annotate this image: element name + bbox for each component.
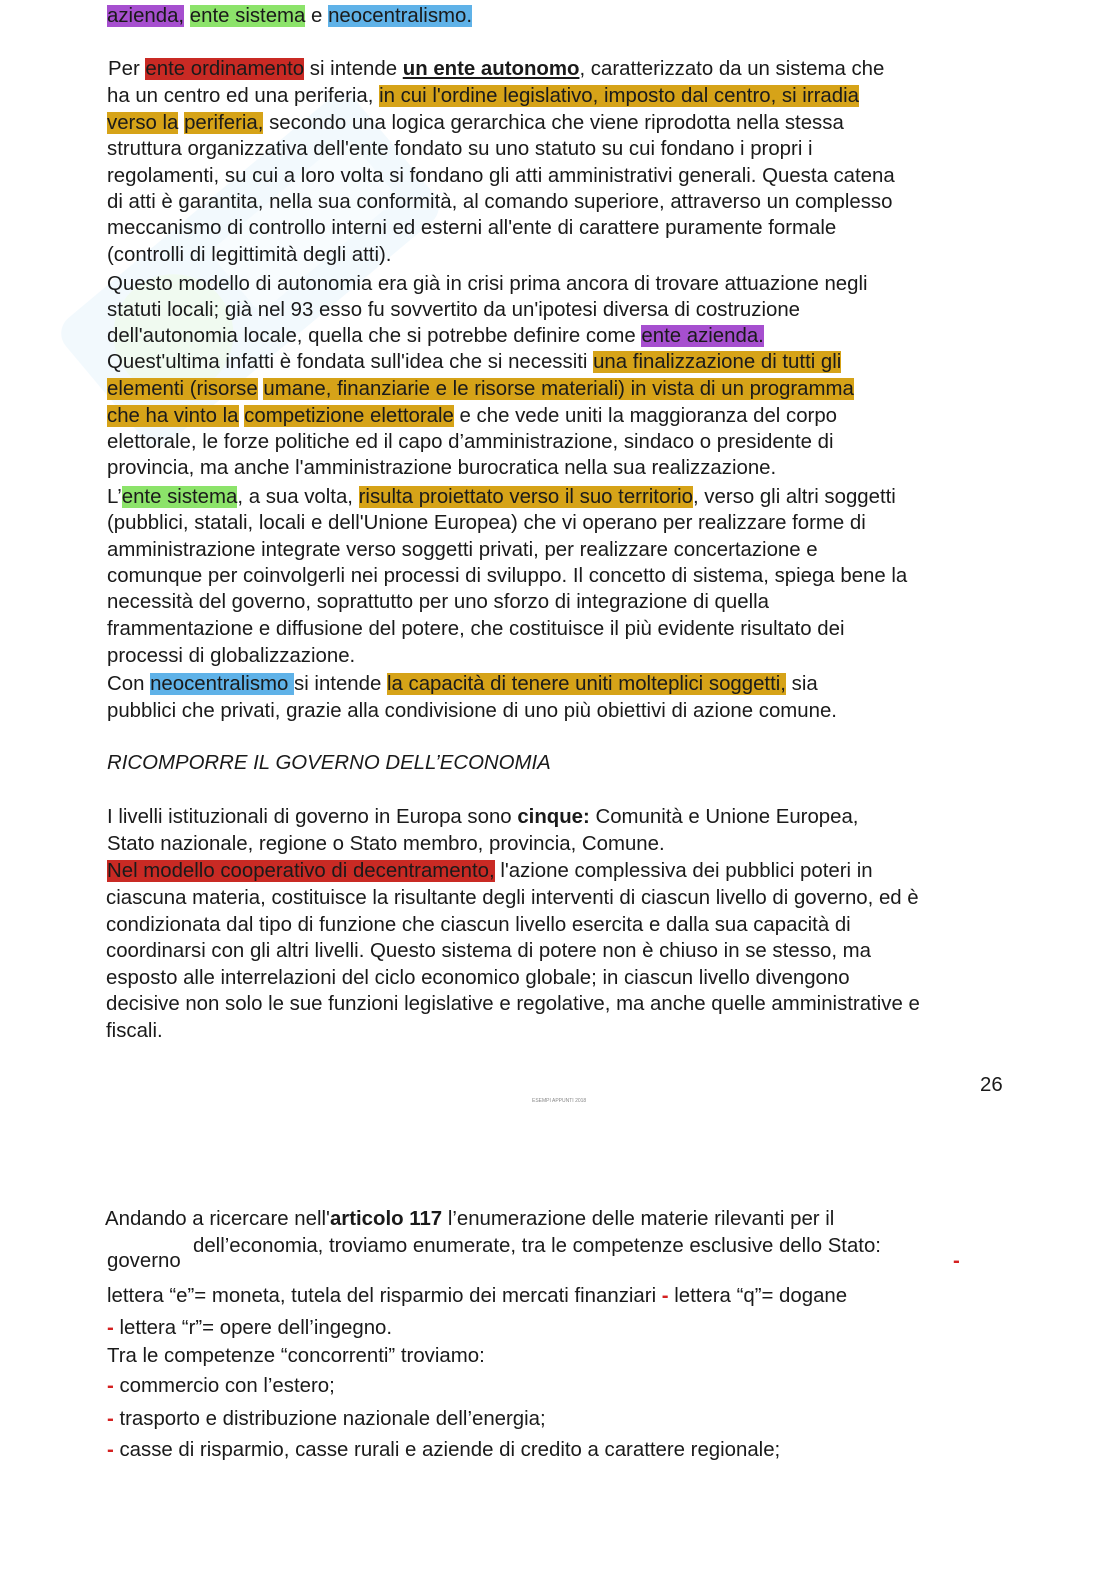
- p1-line-7: meccanismo di controllo interni ed esterni all'ente di carattere puramente formale: [107, 217, 837, 239]
- p1-line-6: di atti è garantita, nella sua conformità, al comando superiore, attraverso un complesso: [107, 191, 893, 213]
- emphasis-ente-autonomo: un ente autonomo: [402, 58, 580, 80]
- intro-line: azienda, ente sistema e neocentralismo.: [107, 5, 473, 27]
- p5-line-6: coordinarsi con gli altri livelli. Questo sistema di potere non è chiuso in se stesso, ma: [106, 940, 872, 962]
- p5-line-1: I livelli istituzionali di governo in Europa sono cinque: Comunità e Unione Europea,: [107, 806, 859, 828]
- p3-line-1: L’ente sistema, a sua volta, risulta proiettato verso il suo territorio, verso gli altri soggetti: [107, 486, 896, 508]
- highlight-neocentralismo: neocentralismo.: [328, 5, 473, 27]
- highlight-sistema: sistema: [235, 5, 306, 27]
- p5-line-9: fiscali.: [106, 1020, 163, 1042]
- p4-line-2: pubblici che privati, grazie alla condivisione di uno più obiettivi di azione comune.: [107, 700, 837, 722]
- p1-line-1: Per ente ordinamento si intende un ente autonomo, caratterizzato da un sistema che: [108, 58, 885, 80]
- highlight-azienda: azienda,: [107, 5, 185, 27]
- footer-tiny-text: ESEMPI APPUNTI 2018: [532, 1098, 587, 1104]
- p5-line-2: Stato nazionale, regione o Stato membro, provincia, Comune.: [107, 833, 665, 855]
- p6-line-2a: governo: [107, 1250, 181, 1272]
- page-number: 26: [980, 1074, 1003, 1096]
- section-heading: RICOMPORRE IL GOVERNO DELL’ECONOMIA: [107, 752, 551, 774]
- p3-line-2: (pubblici, statali, locali e dell'Unione Europea) che vi operano per realizzare forme di: [107, 512, 866, 534]
- p2-line-5: elementi (risorse umane, finanziarie e le risorse materiali) in vista di un programma: [107, 378, 854, 400]
- p2-line-1: Questo modello di autonomia era già in crisi prima ancora di trovare attuazione negli: [107, 273, 868, 295]
- p2-line-2: statuti locali; già nel 93 esso fu sovvertito da un'ipotesi diversa di costruzione: [107, 299, 801, 321]
- p6-dash: -: [953, 1250, 960, 1272]
- p3-line-6: frammentazione e diffusione del potere, che costituisce il più evidente risultato dei: [107, 618, 845, 640]
- p1-line-4: struttura organizzativa dell'ente fondato su uno statuto su cui fondano i propri i: [107, 138, 813, 160]
- p3-line-7: processi di globalizzazione.: [107, 645, 356, 667]
- p2-line-7: elettorale, le forze politiche ed il capo d’amministrazione, sindaco o presidente di: [107, 431, 834, 453]
- p5-line-8: decisive non solo le sue funzioni legislative e regolative, ma anche quelle amministrative e: [106, 993, 920, 1015]
- p6-line-5: Tra le competenze “concorrenti” troviamo:: [107, 1345, 485, 1367]
- p6-line-4: - lettera “r”= opere dell’ingegno.: [107, 1317, 393, 1339]
- p5-line-3: Nel modello cooperativo di decentramento, l'azione complessiva dei pubblici poteri in: [107, 860, 873, 882]
- p3-line-5: necessità del governo, soprattutto per uno sforzo di integrazione di quella: [107, 591, 769, 613]
- p2-line-8: provincia, ma anche l'amministrazione burocratica nella sua realizzazione.: [107, 457, 777, 479]
- p1-line-2: ha un centro ed una periferia, in cui l'ordine legislativo, imposto dal centro, si irradia: [107, 85, 859, 107]
- highlight-ente-ordinamento: ente ordinamento: [145, 58, 305, 80]
- highlight-ente-azienda: ente azienda.: [641, 325, 764, 347]
- p3-line-3: amministrazione integrate verso soggetti privati, per realizzare concertazione e: [107, 539, 818, 561]
- p5-line-5: condizionata dal tipo di funzione che ciascun livello esercita e dalla sua capacità di: [106, 914, 851, 936]
- p2-line-3: dell'autonomia locale, quella che si potrebbe definire come ente azienda.: [107, 325, 764, 347]
- p1-line-5: regolamenti, su cui a loro volta si fondano gli atti amministrativi generali. Questa catena: [107, 165, 895, 187]
- p5-line-7: esposto alle interrelazioni del ciclo economico globale; in ciascun livello divengono: [106, 967, 850, 989]
- highlight-ente-sistema: ente sistema: [121, 486, 238, 508]
- p4-line-1: Con neocentralismo si intende la capacità di tenere uniti molteplici soggetti, sia: [107, 673, 818, 695]
- p6-line-1: Andando a ricercare nell'articolo 117 l’enumerazione delle materie rilevanti per il: [105, 1208, 835, 1230]
- highlight-neocentralismo-2: neocentralismo: [150, 673, 295, 695]
- p1-line-8: (controlli di legittimità degli atti).: [107, 244, 392, 266]
- highlight-ente: ente: [189, 5, 230, 27]
- p6-line-3: lettera “e”= moneta, tutela del risparmio dei mercati finanziari - lettera “q”= dogane: [107, 1285, 848, 1307]
- highlight-modello-cooperativo: Nel modello cooperativo di decentramento,: [107, 860, 495, 882]
- list-item: - casse di risparmio, casse rurali e aziende di credito a carattere regionale;: [107, 1439, 781, 1461]
- p6-line-2b: dell’economia, troviamo enumerate, tra le competenze esclusive dello Stato:: [193, 1235, 881, 1257]
- list-item: - commercio con l’estero;: [107, 1375, 335, 1397]
- p2-line-6: che ha vinto la competizione elettorale e che vede uniti la maggioranza del corpo: [107, 405, 838, 427]
- list-item: - trasporto e distribuzione nazionale dell’energia;: [107, 1408, 546, 1430]
- p5-line-4: ciascuna materia, costituisce la risultante degli interventi di ciascun livello di governo, ed è: [106, 887, 919, 909]
- p3-line-4: comunque per coinvolgerli nei processi di sviluppo. Il concetto di sistema, spiega bene la: [107, 565, 908, 587]
- p2-line-4: Quest'ultima infatti è fondata sull'idea che si necessiti una finalizzazione di tutti gli: [107, 351, 842, 373]
- p1-line-3: verso la periferia, secondo una logica gerarchica che viene riprodotta nella stessa: [107, 112, 844, 134]
